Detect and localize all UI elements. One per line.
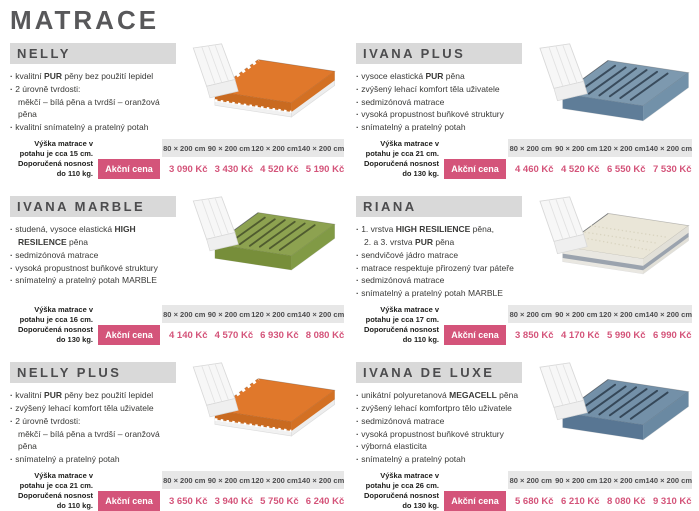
action-price-label: Akční cena <box>444 159 506 179</box>
product-name-header: IVANA MARBLE <box>10 196 176 217</box>
mattress-cover <box>193 197 238 251</box>
price-cell: 4 520 Kč <box>561 163 600 175</box>
feature-item: · snímatelný a pratelný potah <box>356 121 522 134</box>
size-header-cell: 120 × 200 cm <box>251 143 298 153</box>
card-top <box>356 362 692 466</box>
mattress-image-wrap <box>526 362 692 466</box>
feature-list <box>356 223 522 300</box>
size-header-cell: 90 × 200 cm <box>207 143 251 153</box>
size-header-row <box>444 305 692 323</box>
price-row <box>98 159 344 179</box>
price-cell: 6 210 Kč <box>561 495 600 507</box>
mattress-cover <box>540 197 587 254</box>
size-bar <box>508 139 692 157</box>
mattress-image <box>180 362 338 445</box>
action-price-label: Akční cena <box>98 325 160 345</box>
price-cell: 5 750 Kč <box>260 495 299 507</box>
size-header-row <box>444 471 692 489</box>
mattress-image-wrap <box>526 43 692 134</box>
action-price-label: Akční cena <box>444 325 506 345</box>
feature-item: · snímatelný a pratelný potah <box>356 453 522 466</box>
feature-item: · unikátní polyuretanová MEGACELL pěna <box>356 389 522 402</box>
size-header-row <box>98 471 344 489</box>
price-cell: 6 990 Kč <box>653 329 692 341</box>
mattress-cover <box>193 363 238 417</box>
products-grid <box>10 43 691 511</box>
feature-item: · vysoká propustnost buňkové struktury <box>356 108 522 121</box>
action-price-label: Akční cena <box>444 491 506 511</box>
price-cells <box>162 491 344 511</box>
action-price-label: Akční cena <box>98 491 160 511</box>
feature-item: · 2 úrovně tvrdosti: <box>10 83 176 96</box>
height-note: Výška matrace v potahu je cca 16 cm. Doporučená nosnost do 130 kg. <box>17 304 93 345</box>
card-top <box>356 196 692 300</box>
height-note: Výška matrace v potahu je cca 15 cm. Doporučená nosnost do 110 kg. <box>17 138 93 179</box>
price-cells <box>508 491 692 511</box>
price-cell: 5 680 Kč <box>515 495 554 507</box>
feature-item: · kvalitní PUR pěny bez použití lepidel <box>10 389 176 402</box>
price-cells <box>162 159 344 179</box>
price-cell: 4 520 Kč <box>260 163 299 175</box>
product-name-header: NELLY PLUS <box>10 362 176 383</box>
price-cell: 4 170 Kč <box>561 329 600 341</box>
card-top <box>10 43 338 134</box>
size-header-cell: 80 × 200 cm <box>509 475 552 485</box>
size-header-cell: 140 × 200 cm <box>297 475 345 485</box>
size-bar <box>162 471 344 489</box>
price-cells <box>508 325 692 345</box>
spacer <box>98 305 160 323</box>
feature-item: · vysoce elastická PUR pěna <box>356 70 522 83</box>
price-table <box>356 471 692 511</box>
feature-item: měkčí – bílá pěna a tvrdší – oranžová pěna <box>18 428 160 452</box>
size-header-cell: 80 × 200 cm <box>509 309 552 319</box>
size-header-cell: 140 × 200 cm <box>297 309 345 319</box>
feature-item: · výborná elasticita <box>356 440 522 453</box>
size-header-row <box>98 305 344 323</box>
price-row <box>444 159 692 179</box>
price-table <box>10 138 345 180</box>
size-header-cell: 120 × 200 cm <box>599 309 646 319</box>
price-cell: 7 530 Kč <box>653 163 692 175</box>
size-header-cell: 140 × 200 cm <box>645 309 692 319</box>
spacer <box>98 139 160 157</box>
card-info <box>356 196 522 300</box>
price-row <box>98 325 344 345</box>
product-card <box>356 196 692 345</box>
feature-item: měkčí – bílá pěna a tvrdší – oranžová pěna <box>18 96 160 120</box>
card-top <box>10 362 338 466</box>
size-bar <box>162 305 344 323</box>
price-cell: 4 140 Kč <box>169 329 208 341</box>
card-info <box>10 43 176 134</box>
height-note: Výška matrace v potahu je cca 17 cm. Doporučená nosnost do 110 kg. <box>363 304 439 345</box>
product-name-header: IVANA PLUS <box>356 43 522 64</box>
feature-item: · zvýšený lehací komfortpro tělo uživatele <box>356 402 522 415</box>
page-title: MATRACE <box>10 5 160 35</box>
mattress-image <box>526 362 692 449</box>
size-header-cell: 140 × 200 cm <box>297 143 345 153</box>
price-cell: 9 310 Kč <box>653 495 692 507</box>
price-row <box>444 491 692 511</box>
mattress-image <box>526 43 692 130</box>
size-header-cell: 80 × 200 cm <box>163 475 206 485</box>
card-top <box>10 196 338 300</box>
price-cell: 3 850 Kč <box>515 329 554 341</box>
price-cell: 6 550 Kč <box>607 163 646 175</box>
feature-item: 2. a 3. vrstva PUR pěna <box>364 237 455 247</box>
feature-item: · sedmizónová matrace <box>356 96 522 109</box>
feature-item: · kvalitní snímatelný a pratelný potah <box>10 121 176 134</box>
mattress-image-wrap <box>180 43 338 134</box>
price-cell: 6 930 Kč <box>260 329 299 341</box>
price-cell: 4 460 Kč <box>515 163 554 175</box>
price-cell: 3 090 Kč <box>169 163 208 175</box>
size-bar <box>508 471 692 489</box>
card-top <box>356 43 692 134</box>
size-header-cell: 90 × 200 cm <box>555 143 598 153</box>
product-name-header: IVANA DE LUXE <box>356 362 522 383</box>
feature-list <box>10 223 176 287</box>
price-cell: 4 570 Kč <box>214 329 254 341</box>
size-header-cell: 80 × 200 cm <box>163 309 206 319</box>
mattress-image-wrap <box>180 362 338 466</box>
feature-item: · snímatelný a pratelný potah <box>10 453 176 466</box>
feature-item: · snímatelný a pratelný potah MARBLE <box>10 274 176 287</box>
price-cell: 5 190 Kč <box>305 163 345 175</box>
feature-item: · sedmizónová matrace <box>356 415 522 428</box>
size-header-cell: 140 × 200 cm <box>645 475 692 485</box>
size-bar <box>508 305 692 323</box>
price-cells <box>508 159 692 179</box>
size-header-row <box>98 139 344 157</box>
size-header-cell: 90 × 200 cm <box>207 475 251 485</box>
product-card <box>10 43 345 179</box>
card-info <box>356 362 522 466</box>
feature-list <box>10 389 176 466</box>
feature-list <box>356 389 522 466</box>
size-header-cell: 90 × 200 cm <box>207 309 251 319</box>
card-info <box>356 43 522 134</box>
mattress-image-wrap <box>526 196 692 300</box>
product-card <box>10 362 345 511</box>
mattress-image <box>180 196 338 279</box>
price-cells <box>162 325 344 345</box>
feature-item: · sedmizónová matrace <box>10 249 176 262</box>
price-cell: 3 940 Kč <box>214 495 254 507</box>
mattress-image <box>180 43 338 126</box>
feature-item: · 2 úrovně tvrdosti: <box>10 415 176 428</box>
size-header-cell: 120 × 200 cm <box>251 309 298 319</box>
height-note: Výška matrace v potahu je cca 26 cm. Doporučená nosnost do 130 kg. <box>363 470 439 511</box>
product-card <box>356 43 692 179</box>
feature-item: · kvalitní PUR pěny bez použití lepidel <box>10 70 176 83</box>
size-header-cell: 80 × 200 cm <box>163 143 206 153</box>
price-cell: 6 240 Kč <box>305 495 345 507</box>
feature-item: · zvýšený lehací komfort těla uživatele <box>10 402 176 415</box>
height-note: Výška matrace v potahu je cca 21 cm. Doporučená nosnost do 130 kg. <box>363 138 439 179</box>
price-cell: 5 990 Kč <box>607 329 646 341</box>
feature-item: · sendvičové jádro matrace <box>356 249 522 262</box>
price-table <box>10 470 345 511</box>
feature-item: · 1. vrstva HIGH RESILIENCE pěna, <box>356 223 522 236</box>
price-table <box>10 304 345 346</box>
size-header-cell: 120 × 200 cm <box>599 475 646 485</box>
product-name-header: RIANA <box>356 196 522 217</box>
mattress-image-wrap <box>180 196 338 300</box>
mattress-cover <box>540 363 587 420</box>
action-price-label: Akční cena <box>98 159 160 179</box>
price-table <box>356 305 692 346</box>
price-row <box>98 491 344 511</box>
feature-item: · snímatelný a pratelný potah MARBLE <box>356 287 522 300</box>
feature-item: · vysoká propustnost buňkové struktury <box>10 262 176 275</box>
height-note: Výška matrace v potahu je cca 21 cm. Doporučená nosnost do 110 kg. <box>17 470 93 511</box>
spacer <box>444 305 506 323</box>
product-card <box>356 362 692 511</box>
spacer <box>98 471 160 489</box>
price-cell: 8 080 Kč <box>305 329 345 341</box>
price-cell: 3 650 Kč <box>169 495 208 507</box>
feature-item: · sedmizónová matrace <box>356 274 522 287</box>
price-cell: 3 430 Kč <box>214 163 254 175</box>
size-bar <box>162 139 344 157</box>
product-name-header: NELLY <box>10 43 176 64</box>
size-header-cell: 90 × 200 cm <box>555 309 598 319</box>
feature-list <box>356 70 522 134</box>
card-info <box>10 196 176 300</box>
product-card <box>10 196 345 345</box>
size-header-cell: 80 × 200 cm <box>509 143 552 153</box>
price-cell: 8 080 Kč <box>607 495 646 507</box>
mattress-image <box>526 196 692 283</box>
size-header-cell: 120 × 200 cm <box>599 143 646 153</box>
feature-item: · zvýšený lehací komfort těla uživatele <box>356 83 522 96</box>
card-info <box>10 362 176 466</box>
price-row <box>444 325 692 345</box>
mattress-cover <box>193 44 238 98</box>
price-table <box>356 139 692 180</box>
mattress-cover <box>540 44 587 101</box>
feature-item: · studená, vysoce elastická HIGH RESILENCE pěna <box>10 223 176 249</box>
spacer <box>444 471 506 489</box>
feature-list <box>10 70 176 134</box>
spacer <box>444 139 506 157</box>
size-header-row <box>444 139 692 157</box>
feature-item: · vysoká propustnost buňkové struktury <box>356 428 522 441</box>
size-header-cell: 140 × 200 cm <box>645 143 692 153</box>
feature-item: · matrace respektuje přirozený tvar páteře <box>356 262 522 275</box>
size-header-cell: 90 × 200 cm <box>555 475 598 485</box>
size-header-cell: 120 × 200 cm <box>251 475 298 485</box>
